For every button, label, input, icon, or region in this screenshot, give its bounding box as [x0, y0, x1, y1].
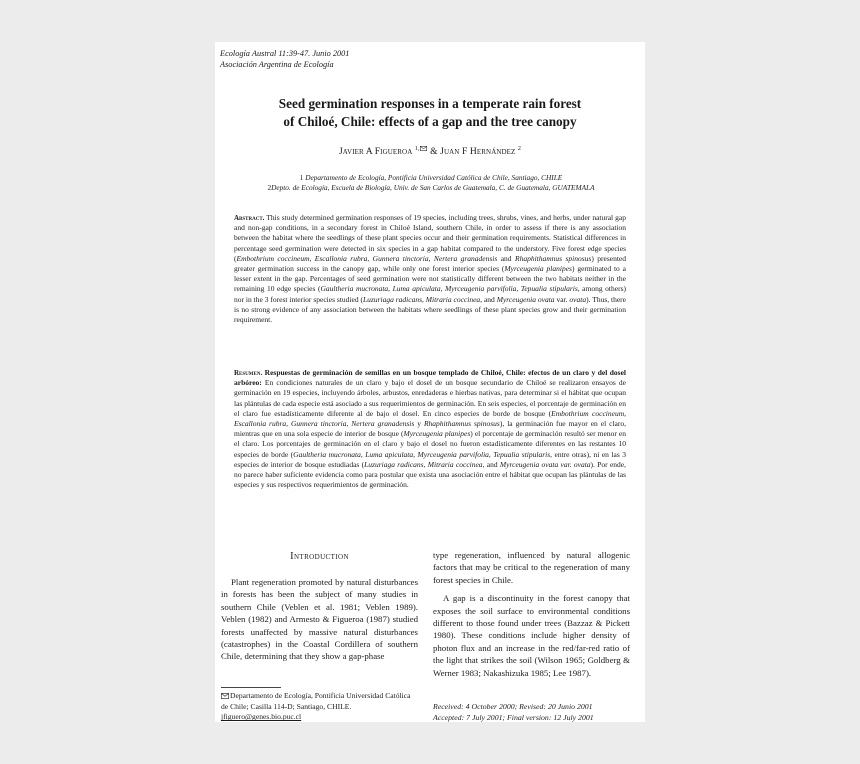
author-1-superscript: 1, — [415, 146, 428, 152]
footnote-divider — [221, 687, 281, 688]
title-line-1: Seed germination responses in a temperate rain forest — [278, 96, 582, 111]
abstract-text: ) germinated to a lesser extent in the gap. Percentages of seed germination were not statistically different between the two habitats neither in the remaining 10 edge species ( — [234, 264, 626, 294]
resumen-text: ) el porcentaje de germinación resultó ser menor en el claro. Los porcentajes de germinación en el claro y bajo el dosel no fueron estadísticamente diferentes en las restantes 10 especies de borde ( — [234, 429, 626, 459]
abstract-text: var. — [554, 294, 570, 304]
abstract-text: ) presented greater germination success in the canopy gap, while only one forest interior species ( — [234, 253, 626, 274]
resumen-text: , and — [482, 459, 500, 469]
affiliation-number: 2 — [267, 183, 272, 192]
author-email-link[interactable]: jfiguero@genes.bio.puc.cl — [221, 712, 302, 722]
journal-header — [220, 48, 640, 70]
accepted-final-dates: Accepted: 7 July 2001; Final version: 12 July 2001 — [433, 712, 594, 722]
species-names: Myrceugenia ovata var. ovata — [499, 459, 591, 469]
species-names: Myrceugenia planipes — [504, 264, 572, 274]
resumen-text: En condiciones naturales de un claro y bajo el dosel de un bosque secundario de Chiloé se realizaron ensayos de germinación en 19 especies, incluyendo árboles, arbustos, enredaderas e hierbas nativas, para determinar si el hábitat que ocupan las plántulas de cada especie está asociado a sus requerimientos de germinación. En seis especies, el porcentaje de germinación en el claro fue estadísticamente diferente al de bajo el dosel. En cinco especies de borde de bosque ( — [234, 378, 626, 418]
body-column-right — [433, 549, 630, 685]
species-names: Embothrium coccineum, Escallonia rubra, Gunnera tinctoria, Nertera granadensis — [234, 408, 626, 429]
abstract-text: , and — [480, 294, 497, 304]
correspondence-footnote — [221, 691, 419, 723]
species-names: Luzuriaga radicans, Mitraria coccinea — [364, 459, 483, 469]
body-paragraph: Plant regeneration promoted by natural disturbances in forests has been the subject of many studies in southern Chile (Veblen et al. 1981; Veblen 1989). Veblen (1982) and Armesto & Figueroa (1987) studied forests unaffected by massive natural disturbances (catastrophes) in the Coastal Cordillera of southern Chile, determining that they show a gap-phase — [221, 577, 418, 662]
species-names: Gaultheria mucronata, Luma apiculata, Myrceugenia parvifolia, Tepualia stipularis, — [293, 449, 552, 459]
resumen-title: Respuestas de germinación de semillas en un bosque templado de Chiloé, Chile: efectos de un claro y del dosel arbóreo: — [234, 368, 626, 388]
resumen-text: y — [414, 419, 424, 429]
species-names: Embothrium coccineum, Escallonia rubra, Gunnera tinctoria, Nertera granadensis — [236, 253, 498, 263]
affiliation-number: 1 — [299, 173, 304, 182]
affiliation-text: Depto. de Ecología, Escuela de Biología, Univ. de San Carlos de Guatemala, C. de Guatemala, GUATEMALA — [271, 183, 595, 192]
author-conjunction: & — [430, 146, 438, 158]
received-revised-dates: Received: 4 October 2000; Revised: 20 Junio 2001 — [433, 702, 593, 711]
abstract-label: Abstract. — [234, 214, 265, 222]
body-paragraph: type regeneration, influenced by natural allogenic factors that may be critical to the regeneration of many forest species in Chile. — [433, 550, 630, 585]
affiliation-2 — [222, 183, 640, 193]
abstract-text: and — [497, 253, 515, 263]
author-2: Juan F Hernández — [440, 146, 516, 158]
abstract — [234, 213, 626, 325]
abstract-text: ). Thus, there is no strong evidence of any association between the habitats where seedlings of these plant species grow and their germination requirement. — [234, 294, 627, 325]
author-line — [215, 146, 645, 157]
affiliation-text: Departamento de Ecología, Pontificia Universidad Católica de Chile, Santiago, CHILE — [305, 173, 563, 182]
resumen-text: ). Por ende, no parece haber suficiente evidencia como para postular que exista una asociación entre el hábitat que ocupan las plántulas de las especies y sus respectivos requerimientos de germinación. — [234, 459, 627, 490]
title-line-2: of Chiloé, Chile: effects of a gap and the tree canopy — [283, 113, 577, 129]
envelope-icon — [420, 146, 427, 151]
abstract-text: among others) nor in the 3 forest interior species studied ( — [234, 284, 626, 304]
footnote-address: Departamento de Ecología, Pontificia Universidad Católica de Chile; Casilla 114-D; Santiago, CHILE. — [221, 691, 411, 711]
resumen-text: ), la germinación fue mayor en el claro, mientras que en una sola especie de interior de bosque ( — [234, 419, 626, 439]
species-names: Myrceugenia planipes — [403, 429, 471, 439]
species-names: Rhaphithamnus spinosus — [423, 419, 500, 429]
species-names: Rhaphithamnus spinosus — [514, 253, 592, 263]
resumen-text: entre otras), ni en las 3 especies de interior de bosque estudiadas ( — [234, 449, 626, 469]
journal-citation: Ecología Austral 11:39-47. Junio 2001 — [220, 49, 350, 58]
affiliation-1 — [222, 173, 640, 183]
resumen — [234, 368, 626, 490]
species-names: Myrceugenia ovata — [496, 294, 555, 304]
paper-title — [215, 95, 645, 130]
resumen-label: Resumen. — [234, 369, 263, 377]
journal-society: Asociación Argentina de Ecología — [220, 60, 334, 69]
abstract-text: This study determined germination responses of 19 species, including trees, shrubs, vines, and herbs, under natural gap and non-gap conditions, in a secondary forest in Chiloé Island, southern Chile, in order to assess if there is any association between the habitat where the seedlings of these plant species occur and their germination requirements. Statistical differences in percentage seed germination were detected in six species in a gap habitat compared to the understory. Five forest edge species ( — [234, 213, 626, 263]
species-names: Gaultheria mucronata, Luma apiculata, Myrceugenia parvifolia, Tepualia stipularis, — [320, 284, 580, 294]
body-column-left — [221, 576, 418, 669]
manuscript-dates — [433, 702, 633, 724]
author-1: Javier A Figueroa — [338, 146, 413, 158]
author-2-superscript: 2 — [517, 146, 522, 152]
body-paragraph: A gap is a discontinuity in the forest canopy that exposes the soil surface to environmental conditions different to those found under trees (Bazzaz & Pickett 1980). These conditions include higher density of photon flux and an increase in the red/far-red ratio of the light that strikes the soil (Wilson 1965; Goldberg & Werner 1983; Nakashizuka 1985; Lee 1987). — [433, 593, 630, 678]
envelope-icon — [221, 693, 229, 699]
species-names: Luzuriaga radicans, Mitraria coccinea — [362, 294, 481, 304]
introduction-heading: Introduction — [290, 551, 349, 562]
species-names: ovata — [569, 294, 587, 304]
